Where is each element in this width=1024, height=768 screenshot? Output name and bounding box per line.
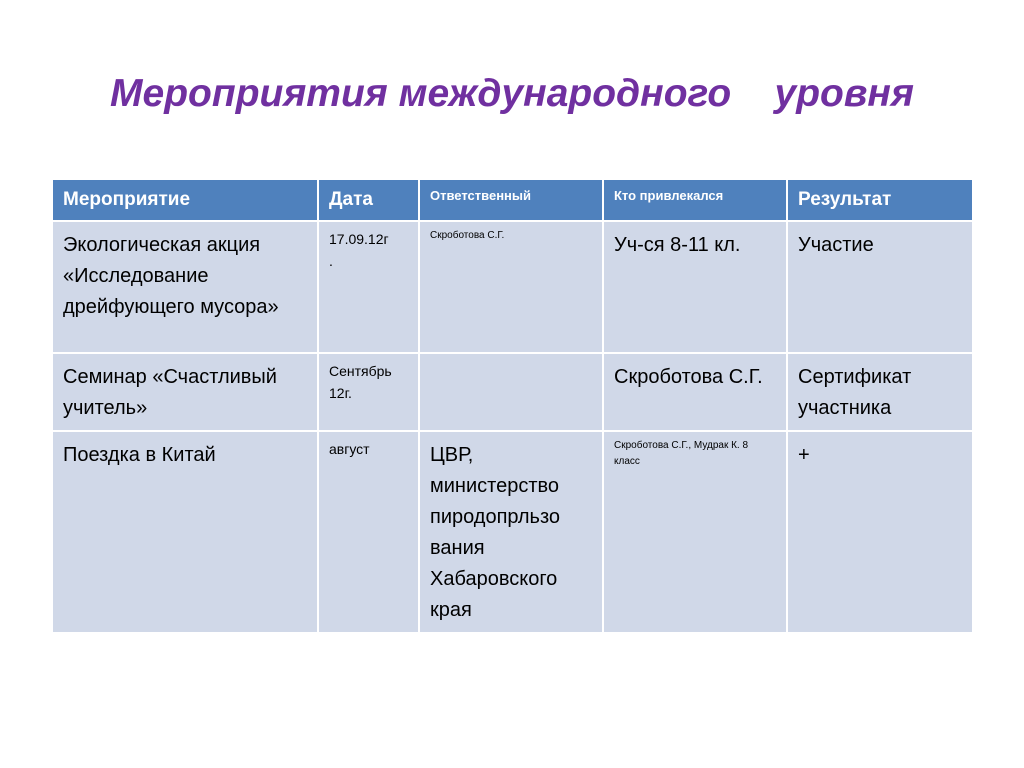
cell-involved: Скроботова С.Г., Мудрак К. 8 класс bbox=[603, 431, 787, 633]
table-row bbox=[52, 431, 973, 633]
cell-result: + bbox=[787, 431, 973, 633]
cell-responsible: ЦВР, министерство пиродопрльзо вания Хабаровского края bbox=[419, 431, 603, 633]
cell-event: Поездка в Китай bbox=[52, 431, 318, 633]
events-table bbox=[51, 178, 974, 634]
slide-title: Мероприятия международного уровня bbox=[110, 72, 914, 115]
header-result: Результат bbox=[787, 179, 973, 221]
cell-result: Участие bbox=[787, 221, 973, 353]
cell-date: 17.09.12г . bbox=[318, 221, 419, 353]
table-row bbox=[52, 353, 973, 431]
header-date: Дата bbox=[318, 179, 419, 221]
cell-date: Сентябрь 12г. bbox=[318, 353, 419, 431]
cell-responsible bbox=[419, 353, 603, 431]
cell-result: Сертификат участника bbox=[787, 353, 973, 431]
cell-involved: Скроботова С.Г. bbox=[603, 353, 787, 431]
cell-responsible: Скроботова С.Г. bbox=[419, 221, 603, 353]
cell-event: Семинар «Счастливый учитель» bbox=[52, 353, 318, 431]
header-involved: Кто привлекался bbox=[603, 179, 787, 221]
header-event: Мероприятие bbox=[52, 179, 318, 221]
table-header-row bbox=[52, 179, 973, 221]
cell-event: Экологическая акция «Исследование дрейфующего мусора» bbox=[52, 221, 318, 353]
cell-involved: Уч-ся 8-11 кл. bbox=[603, 221, 787, 353]
header-responsible: Ответственный bbox=[419, 179, 603, 221]
cell-date: август bbox=[318, 431, 419, 633]
table-row bbox=[52, 221, 973, 353]
